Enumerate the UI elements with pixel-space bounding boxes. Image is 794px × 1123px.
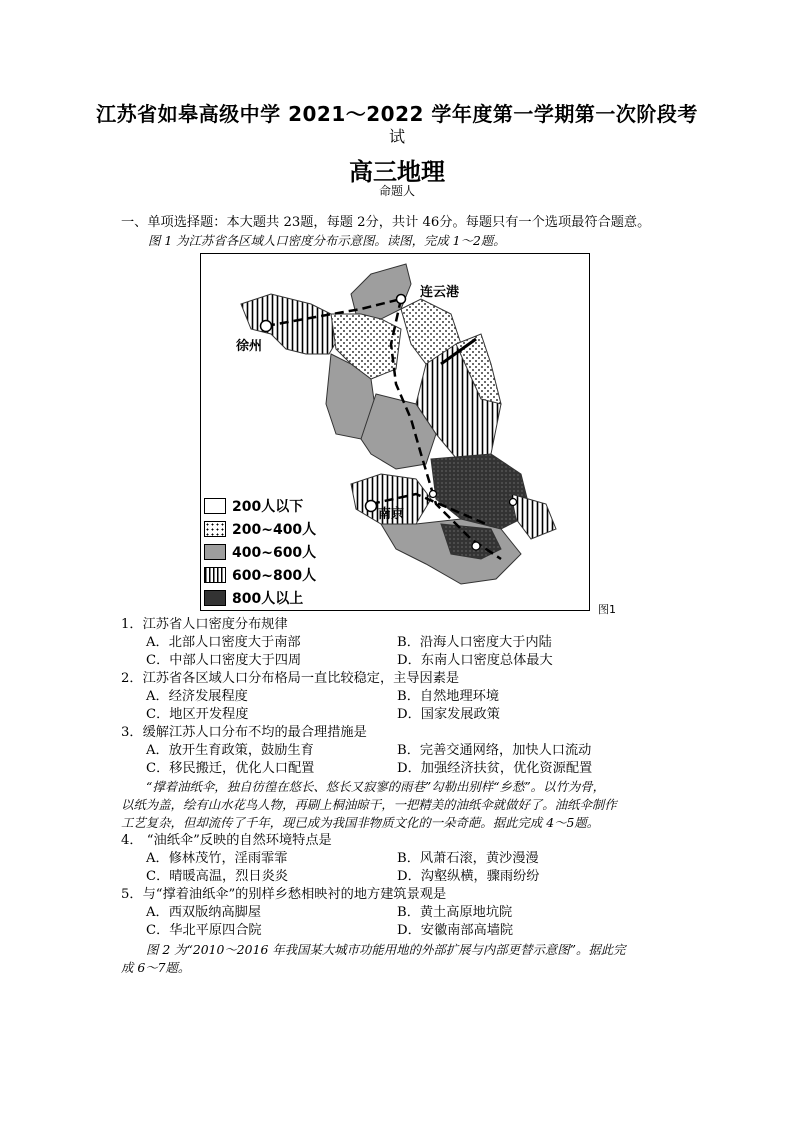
city-point-changzhou — [430, 491, 437, 498]
figure1-label: 图1 — [598, 603, 616, 616]
passage-line: 图 2 为“2010～2016 年我国某大城市功能用地的外部扩展与内部更替示意图”。据此完 — [146, 942, 626, 957]
legend-label: 800人以上 — [232, 590, 304, 607]
author-label: 命题人 — [378, 184, 415, 198]
legend-item — [204, 563, 316, 586]
city-point-lianyungang — [397, 295, 406, 304]
option-c: C．移民搬迁，优化人口配置 — [146, 761, 315, 776]
subject-title: 高三地理 — [349, 158, 445, 186]
exam-title-line1: 江苏省如皋高级中学 2021～2022 学年度第一学期第一次阶段考 — [96, 102, 698, 126]
passage-line: 工艺复杂，但却流传了千年，现已成为我国非物质文化的一朵奇葩。据此完成 4～5题。 — [121, 815, 600, 830]
passage-line: 以纸为盖，绘有山水花鸟人物，再刷上桐油晾干，一把精美的油纸伞就做好了。油纸伞制作 — [121, 797, 617, 812]
section-heading: 一、单项选择题：本大题共 23题，每题 2分，共计 46分。每题只有一个选项最符合题意。 — [121, 215, 651, 230]
question-stem: 2．江苏省各区域人口分布格局一直比较稳定，主导因素是 — [121, 671, 460, 686]
city-label-xuzhou: 徐州 — [236, 339, 263, 354]
legend-label: 200~400人 — [232, 521, 317, 538]
figure1-intro: 图 1 为江苏省各区域人口密度分布示意图。读图，完成 1～2题。 — [148, 233, 506, 248]
legend-swatch-white — [204, 498, 226, 514]
city-point-suzhou — [472, 542, 480, 550]
option-c: C．华北平原四合院 — [146, 923, 262, 938]
option-c: C．地区开发程度 — [146, 707, 249, 722]
option-c: C．晴暖高温，烈日炎炎 — [146, 869, 288, 884]
legend-swatch-dark — [204, 590, 226, 606]
option-b: B．沿海人口密度大于内陆 — [397, 635, 552, 650]
passage-line: “撑着油纸伞，独自彷徨在悠长、悠长又寂寥的雨巷”勾勒出别样“乡愁”。以竹为骨， — [146, 779, 606, 794]
region-shanghai-edge — [511, 494, 556, 539]
legend-item — [204, 540, 316, 563]
city-point-xuzhou — [261, 321, 272, 332]
city-label-nanjing: 南京 — [378, 507, 405, 522]
option-b: B．完善交通网络，加快人口流动 — [397, 743, 592, 758]
option-d: D．东南人口密度总体最大 — [397, 653, 553, 668]
legend-item — [204, 517, 316, 540]
option-b: B．自然地理环境 — [397, 689, 500, 704]
legend-label: 400~600人 — [232, 544, 317, 561]
option-a: A．北部人口密度大于南部 — [146, 635, 301, 650]
legend-swatch-gray — [204, 544, 226, 560]
legend-label: 600~800人 — [232, 567, 317, 584]
option-d: D．国家发展政策 — [397, 707, 500, 722]
question-stem: 1．江苏省人口密度分布规律 — [121, 617, 288, 632]
option-b: B．黄土高原地坑院 — [397, 905, 513, 920]
option-a: A．西双版纳高脚屋 — [146, 905, 262, 920]
legend-item — [204, 494, 316, 517]
legend-swatch-stripes — [204, 567, 226, 583]
legend-item — [204, 586, 316, 609]
option-d: D．加强经济扶贫，优化资源配置 — [397, 761, 593, 776]
city-point-wuxi — [510, 499, 517, 506]
legend-label: 200人以下 — [232, 498, 304, 515]
option-a: A．经济发展程度 — [146, 689, 248, 704]
option-d: D．沟壑纵横，骤雨纷纷 — [397, 869, 540, 884]
option-c: C．中部人口密度大于四周 — [146, 653, 302, 668]
option-a: A．放开生育政策，鼓励生育 — [146, 743, 314, 758]
question-stem: 5．与“撑着油纸伞”的别样乡愁相映衬的地方建筑景观是 — [121, 887, 447, 902]
city-label-lianyungang: 连云港 — [420, 285, 460, 300]
exam-title-line2: 试 — [388, 127, 405, 146]
passage-line: 成 6～7题。 — [121, 960, 191, 975]
option-d: D．安徽南部高墙院 — [397, 923, 514, 938]
question-stem: 3．缓解江苏人口分布不均的最合理措施是 — [121, 725, 367, 740]
city-point-nanjing — [366, 501, 377, 512]
legend-swatch-dots — [204, 521, 226, 537]
map-legend — [204, 494, 316, 609]
option-b: B．风萧石滚，黄沙漫漫 — [397, 851, 539, 866]
option-a: A．修林茂竹，淫雨霏霏 — [146, 851, 288, 866]
question-stem: 4． “油纸伞”反映的自然环境特点是 — [121, 833, 332, 848]
